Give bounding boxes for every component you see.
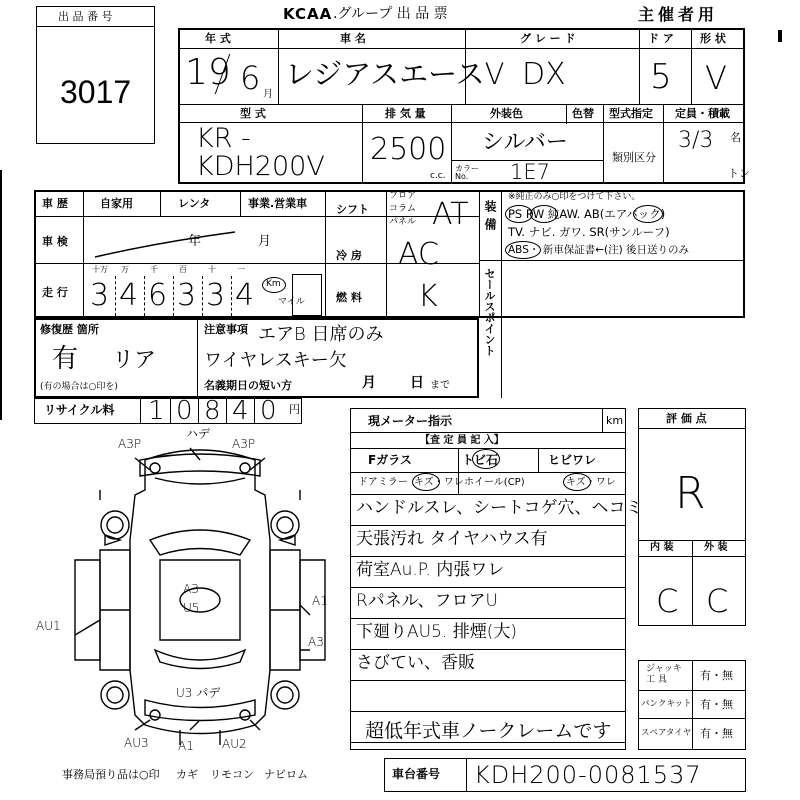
tools-spare-value: 有・無	[700, 727, 733, 740]
meter-km: km	[606, 414, 624, 427]
lot-number: 3017	[60, 74, 132, 110]
diagram-au2: AU2	[222, 737, 247, 751]
repaint-label: 色替	[572, 107, 594, 120]
diagram-a3p-left: A3P	[118, 437, 142, 451]
recycle-digit: 0	[176, 396, 193, 426]
repair-label: 修復歴 箇所	[40, 323, 99, 336]
color-value: シルバー	[482, 130, 568, 155]
chassis-number: KDH200-0081537	[474, 761, 702, 789]
mileage-digit: 4	[119, 278, 139, 313]
diagram-hade: ハデ	[186, 427, 211, 441]
displacement-value: 2500	[370, 132, 447, 167]
lot-label: 出 品 番 号	[58, 10, 113, 23]
recycle-yen: 円	[289, 403, 300, 416]
inspection-month-unit: 月	[258, 234, 272, 249]
history-private: 自家用	[100, 197, 133, 210]
diagram-a1-right: A1	[312, 594, 328, 608]
meter-label: 現メーター指示	[368, 414, 453, 428]
diagram-center-a3: A3	[183, 582, 199, 596]
mirror-label: ドアミラー	[358, 477, 408, 488]
mileage-digit-label: 一	[237, 265, 245, 274]
capacity-label: 定員・積載	[675, 107, 730, 120]
diagram-u3: U3 パデ	[176, 686, 221, 700]
chassis-label: 車台番号	[392, 767, 441, 781]
mileage-digit: 3	[206, 278, 226, 313]
ton-label: トン	[728, 167, 750, 180]
recycle-label: リサイクル料	[44, 403, 115, 417]
footer-remote: リモコン	[210, 768, 254, 781]
mileage-label: 走 行	[42, 286, 68, 299]
mileage-digit-label: 百	[179, 265, 187, 274]
remark-line: 下廻りAU5. 排煙(大)	[356, 622, 517, 642]
footer-key: カギ	[176, 768, 198, 781]
month-unit: 月	[263, 89, 273, 100]
fuel-value: K	[418, 279, 438, 314]
edge-mark	[0, 170, 2, 420]
mirror-damage: キズ・ワレ	[414, 477, 464, 488]
inspection-year-unit: 年	[188, 234, 202, 249]
notes-label: 注意事項	[204, 323, 248, 336]
mileage-digit-label: 十万	[92, 265, 108, 274]
recycle-digit: 1	[148, 396, 165, 426]
equipment-line3: ABS・ 新車保証書←(注) 後日送りのみ	[508, 244, 690, 256]
doors-value: 5	[650, 57, 672, 97]
ac-label: 冷 房	[336, 249, 362, 262]
selling-points-label: セールスポイント	[483, 268, 496, 356]
recycle-digit: 4	[232, 396, 249, 426]
grade-value: DX	[522, 57, 566, 92]
tools-puncture: パンクキット	[641, 699, 692, 709]
mileage-digit: 4	[235, 278, 255, 313]
diagram-a3-right: A3	[308, 635, 324, 649]
equipment-line1: PS PW 純AW. AB(エアバック)	[508, 207, 666, 221]
equipment-label: 装備	[483, 200, 497, 236]
repair-location: リア	[112, 348, 157, 373]
inspection-label: 車 検	[42, 235, 68, 248]
notes-line1: エアB 日席のみ	[258, 324, 384, 345]
notes-line2: ワイヤレスキー欠	[204, 350, 347, 371]
model-label: 型 式	[240, 107, 266, 120]
displacement-label: 排 気 量	[385, 107, 426, 120]
interior-value: C	[656, 582, 679, 620]
remark-line: さびてい、香販	[356, 653, 475, 673]
edge-mark	[778, 30, 782, 42]
recycle-digit: 0	[260, 396, 277, 426]
super-low-note: 超低年式車ノークレームです	[365, 720, 612, 742]
inspection-strike	[90, 222, 240, 262]
notes-expiry-label: 名義期日の短い方	[204, 379, 292, 392]
name-label: 車 名	[340, 32, 366, 45]
shape-label: 形 状	[700, 32, 726, 45]
shift-floor: フロア	[389, 191, 417, 201]
type-designation-label: 型式指定	[609, 107, 653, 120]
mileage-digit-label: 万	[121, 265, 129, 274]
color-no-value: 1E7	[510, 160, 550, 184]
shift-panel: パネル	[389, 217, 417, 227]
notes-month: 月	[362, 375, 376, 391]
grade-label: グ レ ー ド	[520, 32, 576, 45]
class-label: 類別区分	[612, 151, 656, 164]
notes-until: まで	[430, 380, 450, 391]
capacity-unit: 名	[730, 131, 741, 144]
footer-navi: ナビロム	[264, 768, 308, 781]
tobi-label: トビ石	[462, 453, 499, 467]
repair-note: (有の場合は○印を)	[40, 382, 118, 392]
tools-spare: スペアタイヤ	[641, 728, 692, 738]
header-logo: KCAA	[283, 5, 333, 23]
history-label: 車 歴	[42, 197, 68, 210]
color-no-label: カラー No.	[455, 164, 479, 181]
cc-label: c.c.	[430, 171, 446, 181]
year-label: 年 式	[205, 32, 231, 45]
exterior-label: 外 装	[704, 542, 728, 553]
shift-label: シフト	[336, 203, 369, 216]
mileage-km: Km	[266, 279, 281, 289]
equipment-line2: TV. ナビ. ガワ. SR(サンルーフ)	[508, 225, 670, 239]
remark-line: Rパネル、フロアU	[356, 591, 498, 611]
mileage-digit-label: 十	[208, 265, 216, 274]
doors-label: ド ア	[648, 32, 674, 45]
ac-value: AC	[398, 237, 439, 272]
mileage-digit: 6	[148, 278, 168, 313]
hibi-label: ヒビワレ	[548, 453, 597, 467]
vehicle-name: レジアスエースV	[285, 57, 505, 91]
exterior-value: C	[706, 582, 729, 620]
car-diagram	[60, 427, 340, 760]
mileage-digit-label: 千	[150, 265, 158, 274]
tools-puncture-value: 有・無	[700, 698, 733, 711]
history-rental: レンタ	[178, 197, 211, 210]
model-line2: KDH200V	[196, 151, 325, 182]
diagram-au3: AU3	[124, 736, 149, 750]
tools-jack-value: 有・無	[700, 669, 733, 682]
fglass-label: Fガラス	[368, 453, 412, 467]
header-title: .グループ 出 品 票	[333, 6, 448, 22]
equipment-note: ※純正のみ○印をつけて下さい。	[508, 192, 641, 202]
inspection-header: 【査 定 員 記 入】	[420, 435, 504, 446]
diagram-center-u5: U5	[183, 601, 200, 615]
rating-label: 評 価 点	[666, 412, 707, 425]
capacity-value: 3/3	[678, 128, 714, 153]
diagram-au1: AU1	[36, 619, 61, 633]
diagram-a1-bottom: A1	[178, 739, 194, 753]
history-business: 事業.営業車	[248, 197, 308, 210]
shape-value: V	[705, 59, 727, 97]
notes-day: 日	[410, 375, 424, 391]
rating-score: R	[675, 468, 706, 519]
model-line1: KR -	[196, 123, 251, 154]
mileage-mile: マイル	[278, 297, 305, 307]
fuel-label: 燃 料	[336, 291, 362, 304]
wheel-damage: キズ・ワレ	[566, 477, 616, 488]
repair-value: 有	[52, 344, 79, 374]
mileage-digit: 3	[90, 278, 110, 313]
remark-line: 荷室Au.P. 内張ワレ	[356, 560, 505, 580]
remark-line: ハンドルスレ、シートコゲ穴、ヘコミ	[356, 498, 643, 518]
mileage-digit: 3	[177, 278, 197, 313]
interior-label: 内 装	[650, 542, 674, 553]
year-value: 19	[185, 52, 231, 93]
wheel-label: ホイール(CP)	[464, 477, 525, 488]
month-value: 6	[240, 59, 261, 97]
tools-jack: ジャッキ 工 具	[646, 664, 682, 685]
shift-value: AT	[432, 197, 469, 232]
recycle-digit: 8	[204, 396, 221, 426]
header-host: 主催者用	[638, 5, 719, 24]
diagram-a3p-right: A3P	[232, 437, 256, 451]
footer-office: 事務局預り品は○印	[62, 768, 160, 781]
color-label: 外装色	[490, 107, 523, 120]
remark-line: 天張汚れ タイヤハウス有	[356, 529, 548, 549]
shift-column: コラム	[389, 204, 416, 214]
